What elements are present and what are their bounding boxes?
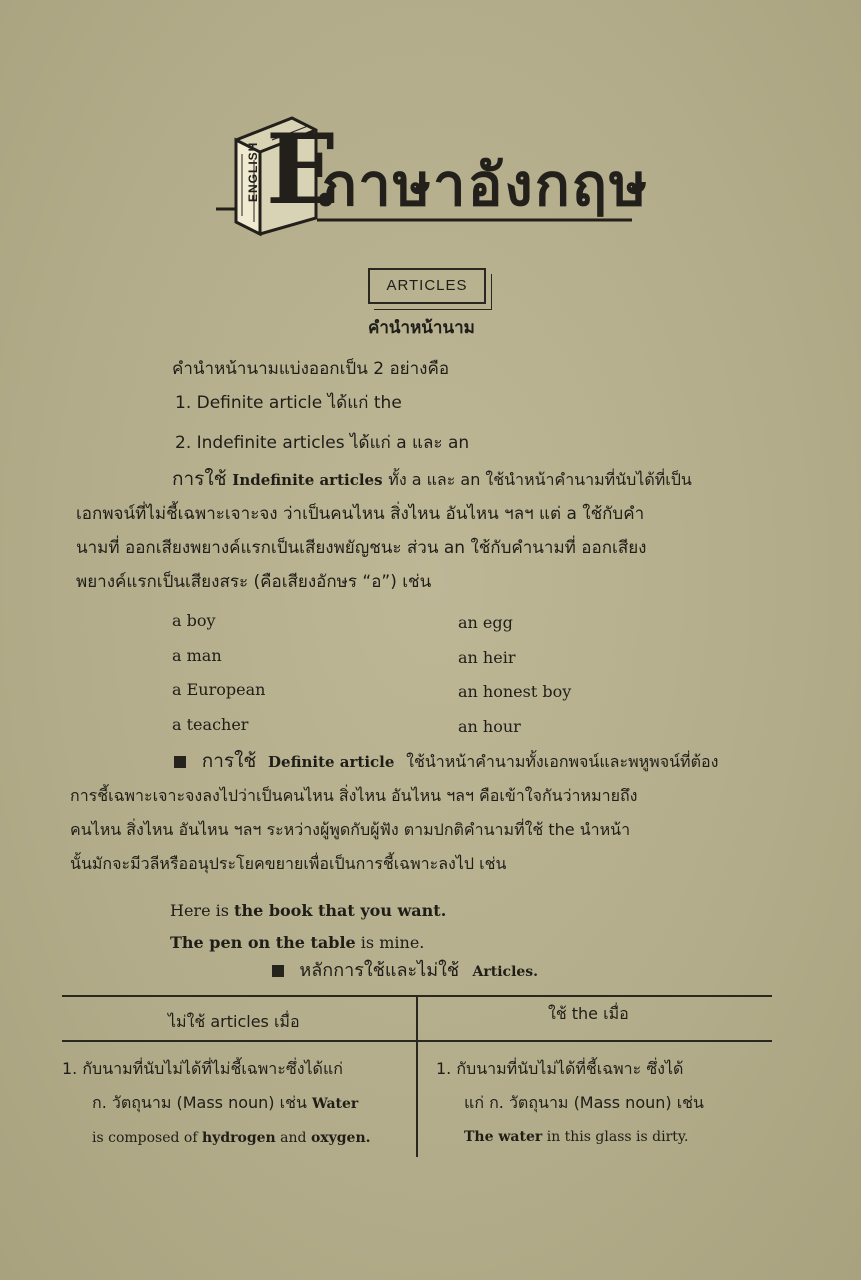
example-a-list (172, 610, 265, 748)
cell-text-bold: Water (311, 1096, 359, 1112)
list-item: a boy (172, 611, 216, 630)
para-line: พยางค์แรกเป็นเสียงสระ (คือเสียงอักษร “อ”) เช่น (76, 572, 432, 592)
cell-line: 1. กับนามที่นับไม่ได้ที่ชี้เฉพาะ ซึ่งได้ (436, 1059, 684, 1078)
intro-text: คำนำหน้านามแบ่งออกเป็น 2 อย่างคือ (172, 359, 450, 379)
book-spine-text: ENGLISH (246, 141, 260, 202)
cell-line (436, 1120, 772, 1154)
list-item-indefinite: 2. Indefinite articles ได้แก่ a และ an (175, 433, 470, 453)
table-cell-use-the (436, 1052, 772, 1154)
list-item: a man (172, 646, 222, 665)
para-line: คนไหน สิ่งไหน อันไหน ฯลฯ ระหว่างผู้พูดกับผู้ฟัง ตามปกติคำนามที่ใช้ the นำหน้า (70, 820, 631, 839)
cell-line: แก่ ก. วัตถุนาม (Mass noun) เช่น (464, 1093, 704, 1112)
para-text: การใช้ (172, 468, 227, 490)
example-text-bold: the book that you want. (234, 901, 447, 920)
cell-text-bold: oxygen. (310, 1130, 371, 1146)
para-text: การใช้ (201, 750, 257, 772)
cell-text: and (275, 1130, 311, 1146)
para-line: เอกพจน์ที่ไม่ชี้เฉพาะเจาะจง ว่าเป็นคนไหน สิ่งไหน อันไหน ฯลฯ แต่ a ใช้กับคำ (76, 504, 645, 524)
para-line: นั้นมักจะมีวลีหรืออนุประโยคขยายเพื่อเป็นการชี้เฉพาะลงไป เช่น (70, 854, 507, 873)
para-line (70, 744, 800, 779)
cell-line: 1. กับนามที่นับไม่ได้ที่ไม่ชี้เฉพาะซึ่งได้แก่ (62, 1059, 343, 1078)
example-text: is mine. (355, 933, 425, 952)
example-text: Here is (170, 901, 235, 920)
term-indefinite: Indefinite articles (232, 471, 383, 489)
para-line: นามที่ ออกเสียงพยางค์แรกเป็นเสียงพยัญชนะ ส่วน an ใช้กับคำนามที่ ออกเสียง (76, 538, 647, 558)
table-header-no-article: ไม่ใช้ articles เมื่อ (168, 1012, 300, 1031)
definite-example-2 (170, 932, 424, 954)
para-text: ใช้นำหน้าคำนามทั้งเอกพจน์และพหูพจน์ที่ต้อง (406, 752, 719, 771)
rules-heading-en: Articles. (472, 964, 539, 980)
cell-line (62, 1086, 414, 1121)
square-bullet-icon (174, 756, 186, 768)
table-cell-no-article (62, 1052, 414, 1155)
list-item: a teacher (172, 715, 249, 734)
definite-example-1 (170, 900, 446, 922)
cell-line (62, 1121, 414, 1155)
indefinite-paragraph (76, 462, 796, 599)
term-definite: Definite article (268, 753, 395, 771)
big-letter-e: E (266, 113, 340, 226)
list-item: an honest boy (458, 682, 572, 701)
list-item-definite: 1. Definite article ได้แก่ the (175, 393, 402, 413)
header-title: ภาษาอังกฤษ (318, 151, 650, 219)
list-item: a European (172, 680, 266, 699)
list-item: an heir (458, 648, 516, 667)
example-an-list (458, 612, 571, 750)
definite-paragraph (70, 744, 800, 881)
list-item: an hour (458, 717, 521, 736)
table-column-divider (416, 995, 418, 1157)
example-text-bold: The pen on the table (170, 933, 356, 952)
para-line: การชี้เฉพาะเจาะจงลงไปว่าเป็นคนไหน สิ่งไหน อันไหน ฯลฯ คือเข้าใจกันว่าหมายถึง (70, 786, 638, 805)
cell-text: ก. วัตถุนาม (Mass noun) เช่น (92, 1093, 312, 1112)
section-subtitle: คำนำหน้านาม (368, 318, 475, 338)
square-bullet-icon (272, 965, 284, 977)
table-header-use-the: ใช้ the เมื่อ (548, 1004, 629, 1023)
rules-heading-thai: หลักการใช้และไม่ใช้ (299, 960, 460, 981)
para-text: ทั้ง a และ an ใช้นำหน้าคำนามที่นับได้ที่เป็น (388, 470, 692, 489)
cell-text-bold: The water (464, 1129, 543, 1145)
cell-text: is composed of (92, 1130, 202, 1146)
section-title: ARTICLES (368, 268, 486, 304)
rules-heading (272, 960, 538, 983)
cell-text: in this glass is dirty. (542, 1129, 689, 1145)
para-line (76, 462, 796, 497)
list-item: an egg (458, 613, 513, 632)
cell-text-bold: hydrogen (202, 1130, 276, 1146)
